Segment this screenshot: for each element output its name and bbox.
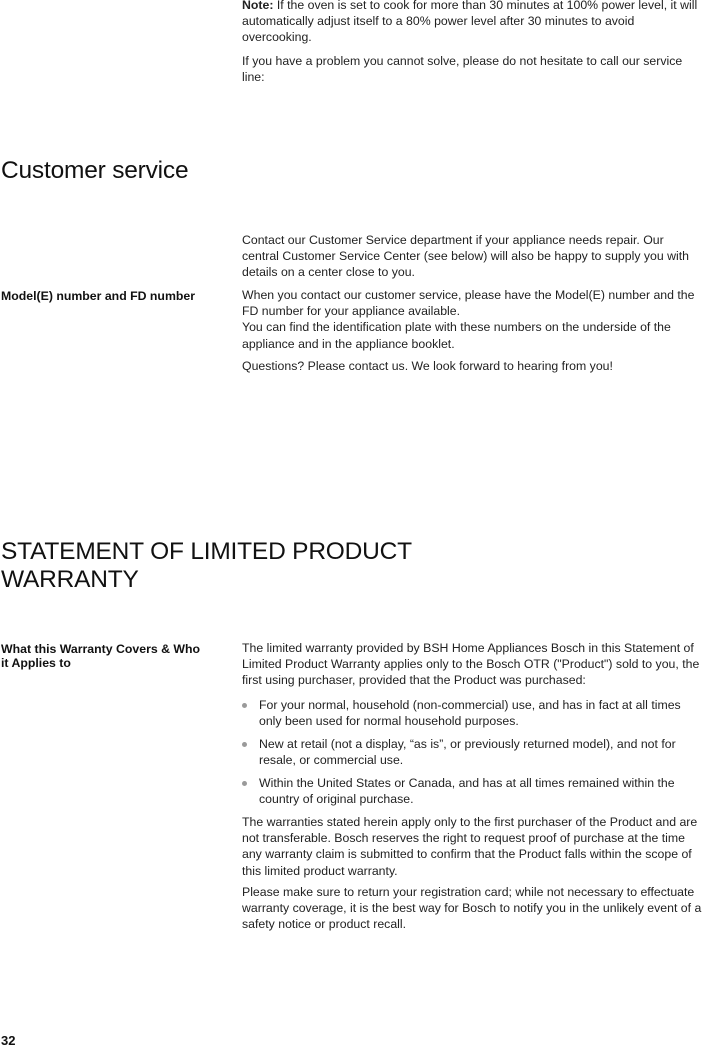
bullet-icon <box>242 703 247 708</box>
page-number: 32 <box>1 1033 16 1048</box>
model-number-paragraph: When you contact our customer service, please have the Model(E) number and the FD number for your appliance available. You can find the identification plate with these numbers on the underside of the appliance and in the appliance booklet. <box>242 288 695 351</box>
bullet-icon <box>242 781 247 786</box>
warranty-intro-paragraph: The limited warranty provided by BSH Home Appliances Bosch in this Statement of Limited Product Warranty applies only to the Bosch OTR ("Product") sold to you, the first using purchaser, provided that the Product was purchased: <box>242 641 700 688</box>
questions-paragraph: Questions? Please contact us. We look forward to hearing from you! <box>242 359 613 373</box>
transferability-paragraph: The warranties stated herein apply only to the first purchaser of the Product and are not transferable. Bosch reserves the right to request proof of purchase at the time any warranty claim is submitted to confirm that the Product falls within the scope of this limited product warranty. <box>242 815 698 878</box>
customer-service-heading: Customer service <box>1 157 189 184</box>
bullet-icon <box>242 742 247 747</box>
model-number-side-label: Model(E) number and FD number <box>1 289 196 303</box>
list-item-text: New at retail (not a display, “as is”, or previously returned model), and not for resale, or commercial use. <box>259 737 676 768</box>
contact-paragraph: Contact our Customer Service department if your appliance needs repair. Our central Customer Service Center (see below) will also be happy to supply you with details on a center close to you. <box>242 233 689 280</box>
warranty-heading: STATEMENT OF LIMITED PRODUCT WARRANTY <box>1 538 412 593</box>
problem-paragraph: If you have a problem you cannot solve, please do not hesitate to call our service line: <box>242 54 683 85</box>
list-item-text: Within the United States or Canada, and has at all times remained within the country of original purchase. <box>259 776 675 807</box>
oven-power-note <box>242 0 722 46</box>
list-item-text: For your normal, household (non-commercial) use, and has in fact at all times only been used for normal household purposes. <box>259 698 681 729</box>
registration-paragraph: Please make sure to return your registration card; while not necessary to effectuate warranty coverage, it is the best way for Bosch to notify you in the unlikely event of a safety notice or product recall. <box>242 885 702 932</box>
warranty-coverage-side-label: What this Warranty Covers & Who it Applies to <box>1 642 201 670</box>
note-text: If the oven is set to cook for more than 30 minutes at 100% power level, it will automatically adjust itself to a 80% power level after 30 minutes to avoid overcooking. <box>242 0 698 45</box>
note-label: Note: <box>242 0 274 12</box>
